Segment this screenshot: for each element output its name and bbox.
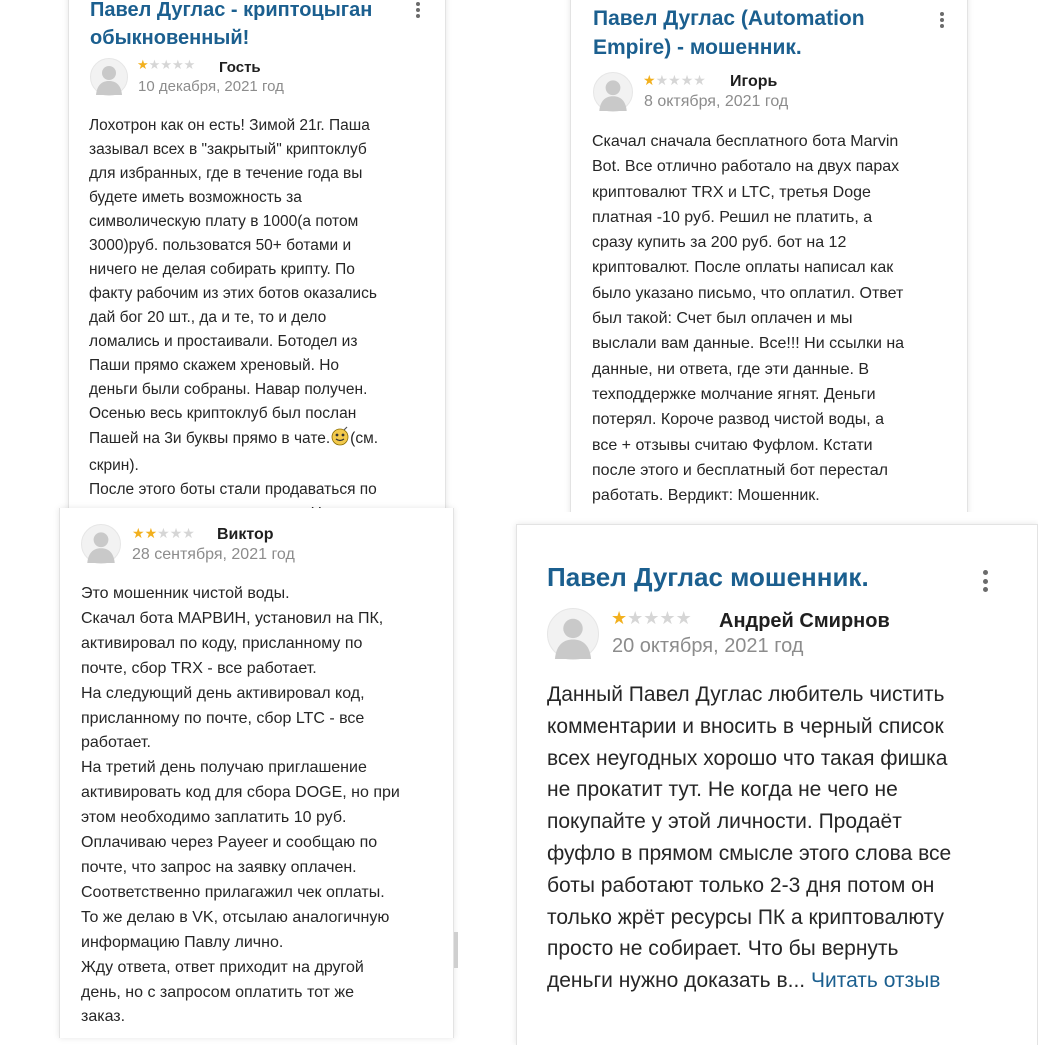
review-body-line: все + отзывы считаю Фуфлом. Кстати: [592, 436, 873, 454]
review-body-text: Пашей на 3и буквы прямо в чате.: [89, 430, 331, 447]
scrollbar-thumb[interactable]: [454, 932, 458, 968]
review-body-line: Скачал сначала бесплатного бота Marvin: [592, 133, 899, 150]
review-body-line: деньги были собраны. Навар получен.: [89, 381, 368, 398]
review-body-line: Данный Павел Дуглас любитель чистить: [547, 683, 945, 706]
star-empty-icon: ★: [157, 525, 170, 541]
more-vert-icon[interactable]: [982, 570, 988, 592]
rating-stars: [643, 73, 706, 87]
star-filled-icon: ★: [132, 525, 145, 541]
review-body-line: На третий день получаю приглашение: [81, 759, 367, 777]
review-body-line: фуфло в прямом смысле этого слова все: [547, 841, 952, 865]
star-empty-icon: ★: [169, 525, 183, 541]
review-body-line: криптовалют. После оплаты написал как: [592, 259, 894, 277]
review-body-line: криптовалют TRX и LTC, третья Doge: [592, 183, 871, 201]
review-body: [81, 582, 400, 1030]
rating-stars: [611, 609, 692, 627]
review-body-line: скрин).: [89, 457, 139, 474]
more-vert-icon[interactable]: [939, 12, 945, 28]
review-body-line: факту рабочим из этих ботов оказались: [89, 285, 377, 302]
review-body-line: символическую плату в 1000(а потом: [89, 213, 359, 230]
review-body-line: активировал по коду, присланному по: [81, 634, 363, 652]
review-date: 10 декабря, 2021 год: [138, 78, 284, 95]
review-body-line: было указано письмо, что оплатил. Ответ: [592, 284, 904, 302]
review-body-line: почте, что запрос на заявку оплачен.: [81, 858, 357, 876]
review-body-text: (см.: [350, 430, 379, 447]
review-body-line: активировать код для сбора DOGE, но при: [81, 784, 400, 802]
review-body-line: всех неугодных хорошо что такая фишка: [547, 746, 948, 770]
user-avatar-icon: [593, 72, 633, 112]
star-empty-icon: ★: [675, 608, 692, 628]
review-body-line: ничего не делая собирать крипту. По: [89, 261, 355, 278]
review-screenshot-2: [512, 0, 1024, 512]
star-empty-icon: ★: [693, 72, 706, 88]
review-body-text: деньги нужно доказать в...: [547, 969, 806, 993]
star-empty-icon: ★: [627, 608, 644, 628]
review-body: [89, 114, 378, 526]
review-body-line: сразу купить за 200 руб. бот на 12: [592, 234, 847, 252]
review-body-line: комментарии и вносить в черный список: [547, 714, 944, 738]
review-body-line: информацию Павлу лично.: [81, 933, 284, 951]
star-filled-icon: ★: [643, 72, 656, 88]
review-body-line: только жрёт ресурсы ПК а криптовалюту: [547, 905, 945, 929]
review-title-line: Павел Дуглас (Automation: [593, 7, 865, 30]
review-body-line: Скачал бота МАРВИН, установил на ПК,: [81, 609, 384, 627]
review-date: 20 октября, 2021 год: [612, 635, 804, 657]
review-date: 8 октября, 2021 год: [644, 93, 789, 110]
review-body-line: [89, 426, 378, 454]
review-body-line: Оплачиваю через Payeer и сообщаю по: [81, 834, 378, 852]
review-screenshot-1: [0, 0, 512, 512]
review-body-line: На следующий день активировал код,: [81, 684, 365, 702]
review-body-line: техподдержке молчание ягнят. Деньги: [592, 385, 876, 403]
read-more-link[interactable]: Читать отзыв: [810, 969, 941, 993]
star-empty-icon: ★: [171, 57, 184, 72]
review-body-line: почте, сбор TRX - все работает.: [81, 659, 317, 677]
review-body-line: боты работают только 2-3 дня потом он: [547, 873, 935, 897]
star-empty-icon: ★: [643, 608, 660, 628]
star-empty-icon: ★: [183, 57, 196, 72]
review-body-line: день, но с запросом оплатить тот же: [81, 983, 355, 1001]
review-body-line: данные, ни ответа, где эти данные. В: [592, 360, 870, 378]
star-empty-icon: ★: [655, 72, 669, 88]
review-body-line: будете иметь возможность за: [89, 189, 302, 206]
review-title[interactable]: [593, 4, 865, 62]
rating-stars: [137, 58, 195, 71]
author-name: Гость: [219, 59, 261, 76]
user-avatar-icon: [81, 524, 121, 564]
review-body: [547, 679, 951, 997]
review-title-line: Павел Дуглас - криптоцыган: [90, 0, 373, 21]
review-title[interactable]: [547, 560, 869, 594]
author-name: Игорь: [730, 73, 778, 90]
review-title-line: обыкновенный!: [90, 27, 250, 49]
review-body-line: ломались и простаивали. Ботодел из: [89, 333, 358, 350]
star-filled-icon: ★: [144, 525, 158, 541]
review-body-line: потерял. Короче развод чистой воды, а: [592, 411, 885, 429]
star-empty-icon: ★: [148, 57, 161, 72]
author-name: Виктор: [217, 526, 274, 543]
review-body-line: Лохотрон как он есть! Зимой 21г. Паша: [89, 117, 370, 134]
review-body-line: был такой: Счет был оплачен и мы: [592, 310, 853, 328]
review-body-line: просто не собирает. Что бы вернуть: [547, 937, 899, 961]
review-body-line: Паши прямо скажем хреновый. Но: [89, 357, 340, 374]
star-filled-icon: ★: [137, 57, 149, 72]
rating-stars: [132, 526, 195, 540]
review-date: 28 сентября, 2021 год: [132, 546, 295, 563]
review-body-line: зазывал всех в "закрытый" криптоклуб: [89, 141, 367, 158]
review-title-line: Empire) - мошенник.: [593, 36, 802, 59]
review-body-line: Это мошенник чистой воды.: [81, 585, 290, 602]
star-empty-icon: ★: [160, 57, 172, 72]
review-body-line: После этого боты стали продаваться по: [89, 481, 377, 498]
review-body-line: этом необходимо заплатить 10 руб.: [81, 809, 347, 827]
review-body-line: присланному по почте, сбор LTC - все: [81, 709, 365, 727]
review-screenshot-3: [0, 512, 512, 1024]
smiley-emoji-icon: [330, 426, 350, 454]
review-body-line: дай бог 20 шт., да и те, то и дело: [89, 309, 327, 326]
review-body: [592, 129, 904, 508]
review-body-line: выслали вам данные. Все!!! Ни ссылки на: [592, 335, 905, 353]
review-body-line: То же делаю в VK, отсылаю аналогичную: [81, 908, 390, 926]
more-vert-icon[interactable]: [415, 2, 421, 18]
star-empty-icon: ★: [668, 72, 681, 88]
review-body-line: Осенью весь криптоклуб был послан: [89, 405, 357, 422]
review-body-line: для избранных, где в течение года вы: [89, 165, 363, 182]
user-avatar-icon: [90, 58, 128, 96]
review-body-line: покупайте у этой личности. Продаёт: [547, 810, 902, 834]
review-body-line: работать. Вердикт: Мошенник.: [592, 487, 820, 505]
review-body-line: Bot. Все отлично работало на двух парах: [592, 158, 900, 176]
user-avatar-icon: [547, 608, 599, 660]
review-body-line: [547, 965, 951, 997]
review-body-line: не прокатит тут. Не когда не чего не: [547, 778, 898, 802]
review-screenshot-4: [516, 512, 1024, 1024]
review-body-line: работает.: [81, 734, 151, 752]
review-body-line: Жду ответа, ответ приходит на другой: [81, 958, 364, 976]
star-filled-icon: ★: [611, 608, 628, 628]
star-empty-icon: ★: [680, 72, 694, 88]
star-empty-icon: ★: [659, 608, 676, 628]
review-body-line: заказ.: [81, 1008, 126, 1026]
review-body-line: Соответственно прилагажил чек оплаты.: [81, 883, 385, 901]
review-body-line: платная -10 руб. Решил не платить, а: [592, 208, 873, 226]
review-title[interactable]: [90, 0, 372, 52]
star-empty-icon: ★: [182, 525, 195, 541]
review-body-line: 3000)руб. пользоватся 50+ ботами и: [89, 237, 352, 254]
review-body-line: после этого и бесплатный бот перестал: [592, 461, 889, 479]
review-title-line: Павел Дуглас мошенник.: [547, 562, 869, 592]
author-name: Андрей Смирнов: [719, 610, 890, 632]
